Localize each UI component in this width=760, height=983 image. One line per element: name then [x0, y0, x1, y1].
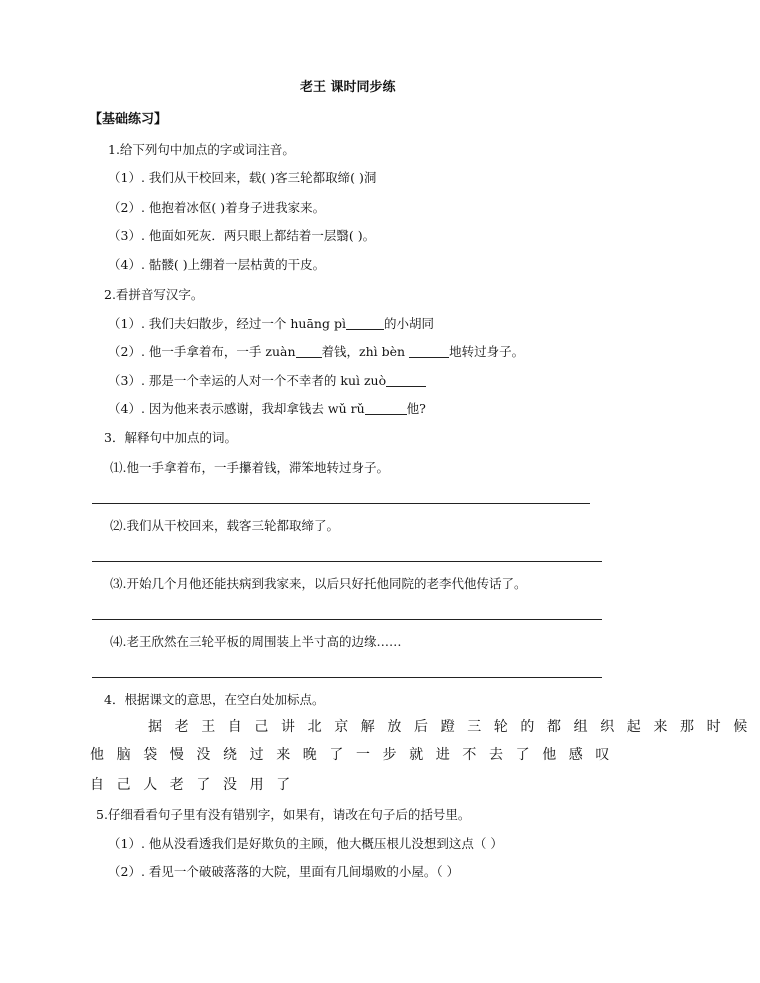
- q2-item-1-tail: 的小胡同: [383, 316, 434, 331]
- q1-item-4: （4）. 骷髅( )上绷着一层枯黄的干皮。: [108, 257, 326, 272]
- answer-blank[interactable]: [409, 345, 449, 358]
- q5-item-2: （2）. 看见一个破破落落的大院，里面有几间塌败的小屋。（ ）: [108, 864, 460, 879]
- q5-prompt: 5.仔细看看句子里有没有错别字，如果有，请改在句子后的括号里。: [96, 807, 471, 822]
- q1-item-1: （1）. 我们从干校回来，载( )客三轮都取缔( )洞: [108, 170, 377, 185]
- answer-line[interactable]: [92, 677, 602, 678]
- answer-blank[interactable]: [346, 317, 384, 330]
- q2-item-1: [108, 316, 434, 332]
- q2-item-4-text: （4）. 因为他来表示感谢，我却拿钱去 wǔ rǔ: [108, 401, 365, 416]
- q2-item-2-tail: 地转过身子。: [449, 344, 525, 359]
- q5-item-1: （1）. 他从没看透我们是好欺负的主顾，他大概压根儿没想到这点（ ）: [108, 836, 503, 851]
- q2-item-3: [108, 373, 426, 389]
- q2-prompt: 2.看拼音写汉字。: [104, 287, 204, 302]
- q2-item-3-text: （3）. 那是一个幸运的人对一个不幸者的 kuì zuò: [108, 373, 387, 388]
- q4-prompt: 4．根据课文的意思，在空白处加标点。: [104, 692, 325, 707]
- q2-item-4-tail: 他?: [406, 401, 426, 416]
- q2-item-2-text: （2）. 他一手拿着布，一手 zuàn: [108, 344, 296, 359]
- answer-line[interactable]: [92, 503, 590, 504]
- q4-passage-line-2: 他脑袋慢没绕过来晚了一步就进不去了他感叹: [90, 747, 622, 763]
- section-label: 【基础练习】: [89, 112, 168, 127]
- q4-passage-line-1: 据老王自己讲北京解放后蹬三轮的都组织起来那时候: [148, 719, 760, 735]
- q3-item-3: ⑶.开始几个月他还能扶病到我家来，以后只好托他同院的老李代他传话了。: [110, 576, 527, 591]
- answer-blank[interactable]: [365, 402, 407, 415]
- answer-line[interactable]: [92, 561, 602, 562]
- q2-item-4: [108, 401, 426, 417]
- q1-item-2: （2）. 他抱着冰伛( )着身子进我家来。: [108, 200, 326, 215]
- q4-passage-line-3: 自己人老了没用了: [90, 777, 303, 793]
- q3-item-1: ⑴.他一手拿着布，一手攥着钱，滞笨地转过身子。: [110, 460, 389, 475]
- q2-item-2: [108, 344, 524, 360]
- q3-prompt: 3．解释句中加点的词。: [104, 430, 237, 445]
- page-title: 老王 课时同步练: [300, 80, 396, 95]
- q1-prompt: 1.给下列句中加点的字或词注音。: [108, 142, 295, 157]
- q3-item-4: ⑷.老王欣然在三轮平板的周围装上半寸高的边缘……: [110, 634, 402, 649]
- answer-blank[interactable]: [296, 345, 322, 358]
- answer-blank[interactable]: [386, 374, 426, 387]
- q2-item-1-text: （1）. 我们夫妇散步，经过一个 huāng pì: [108, 316, 346, 331]
- q1-item-3: （3）. 他面如死灰．两只眼上都结着一层翳( )。: [108, 228, 376, 243]
- q2-item-2-mid: 着钱，zhì bèn: [321, 344, 406, 359]
- answer-line[interactable]: [92, 619, 602, 620]
- q3-item-2: ⑵.我们从干校回来，载客三轮都取缔了。: [110, 518, 339, 533]
